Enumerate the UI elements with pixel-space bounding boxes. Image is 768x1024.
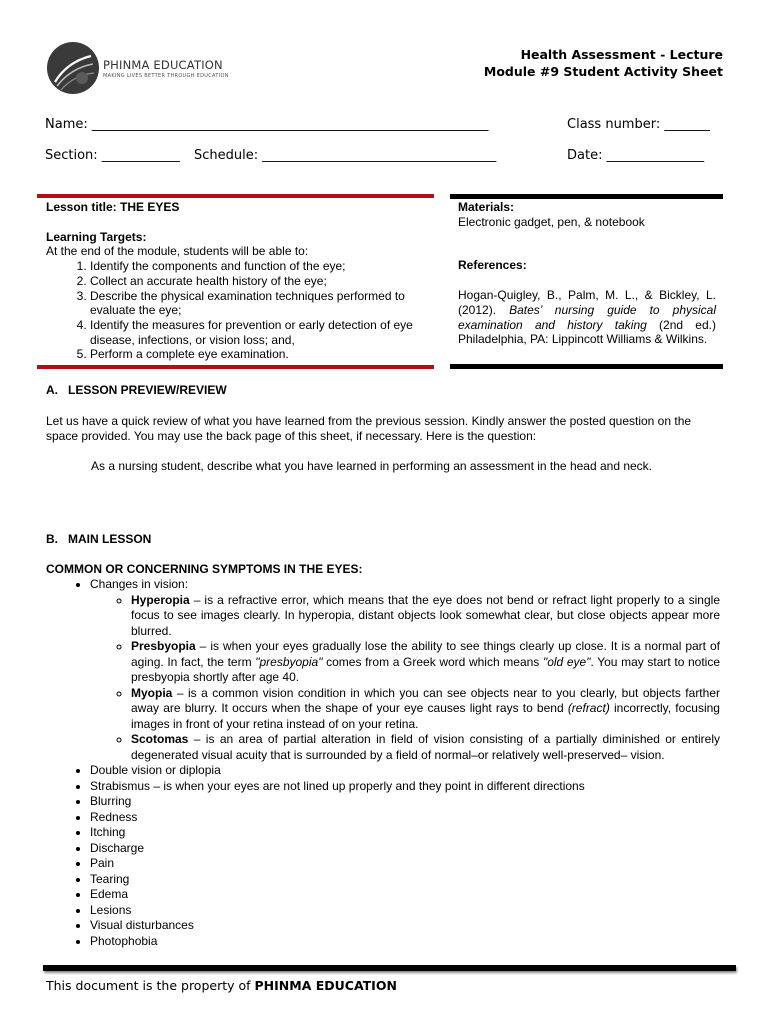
right-bottom-rule <box>450 364 723 369</box>
presbyopia-item <box>131 639 720 686</box>
materials-text: Electronic gadget, pen, & notebook <box>458 214 645 229</box>
review-question: As a nursing student, describe what you have learned in performing an assessment in the head and neck. <box>91 458 653 473</box>
list-item: • Blurring <box>90 794 720 810</box>
section-field: Section: ____________ <box>45 148 180 163</box>
list-item: • Double vision or diplopia <box>90 763 720 779</box>
right-top-rule <box>450 194 723 199</box>
list-item: • Strabismus – is when your eyes are not lined up properly and they point in different directions <box>90 779 720 795</box>
learning-targets-intro: At the end of the module, students will be able to: <box>46 244 309 259</box>
lesson-body <box>46 383 720 949</box>
left-top-rule <box>37 194 434 198</box>
target-item: 4. Identify the measures for prevention or early detection of eye disease, infections, or vision loss; and, <box>90 318 430 347</box>
section-a-letter: A. <box>46 383 58 397</box>
presbyopia-quote: "presbyopia" <box>255 654 323 669</box>
section-b-heading <box>46 532 720 548</box>
presbyopia-definition-end: . You may start to notice presbyopia shortly after age 40. <box>131 654 721 684</box>
learning-targets-heading: Learning Targets: <box>46 229 147 244</box>
reference-entry <box>458 288 716 347</box>
myopia-definition: – is a common vision condition in which you can see objects near to you clearly, but objects farther away are blurry. It occurs when the shape of your eye causes light rays to bend <box>131 685 720 715</box>
target-item: 3. Describe the physical examination techniques performed to evaluate the eye; <box>90 289 430 318</box>
learning-targets-list <box>46 259 430 362</box>
section-a-title: LESSON PREVIEW/REVIEW <box>68 383 227 397</box>
list-item: • Edema <box>90 887 720 903</box>
presbyopia-definition: – is when your eyes gradually lose the ability to see things clearly up close. It is a normal part of aging. In fact, the term <box>131 639 720 669</box>
materials-references <box>458 200 716 347</box>
logo-emblem <box>47 42 99 94</box>
list-item: • Discharge <box>90 841 720 857</box>
old-eye-quote: "old eye" <box>542 654 591 669</box>
target-item: 1. Identify the components and function of the eye; <box>90 259 430 274</box>
list-item: • Tearing <box>90 872 720 888</box>
logo-tagline: MAKING LIVES BETTER THROUGH EDUCATION <box>103 73 229 79</box>
list-item: • Visual disturbances <box>90 918 720 934</box>
presbyopia-term: Presbyopia <box>131 639 196 653</box>
hyperopia-definition: – is a refractive error, which means that the eye does not bend or refract light properly to a single focus to see images clearly. In hyperopia, distant objects look somewhat clear, but close objects appear more blurred. <box>131 592 720 638</box>
class-number-field: Class number: _______ <box>567 117 710 132</box>
list-item: • Redness <box>90 810 720 826</box>
presbyopia-definition-cont: comes from a Greek word which means <box>322 654 543 669</box>
section-b-letter: B. <box>46 532 58 546</box>
footer-owner: PHINMA EDUCATION <box>254 978 397 993</box>
refract-note: (refract) <box>567 701 610 715</box>
document-header <box>484 46 723 80</box>
list-item: • Itching <box>90 825 720 841</box>
target-item: 5. Perform a complete eye examination. <box>90 347 430 362</box>
footer-rule <box>43 965 736 971</box>
hyperopia-term: Hyperopia <box>131 592 190 607</box>
materials-heading: Materials: <box>458 200 515 214</box>
logo-name: PHINMA EDUCATION <box>103 58 223 72</box>
footer-text <box>46 978 397 993</box>
symptoms-list <box>46 577 720 949</box>
schedule-field: Schedule: ____________________________________ <box>194 148 497 163</box>
list-item <box>90 577 720 763</box>
scotomas-item <box>131 732 720 763</box>
footer-label: This document is the property of <box>46 978 255 993</box>
reference-publisher: (2nd ed.) Philadelphia, PA: Lippincott Williams & Wilkins. <box>458 317 716 347</box>
references-heading: References: <box>458 258 527 273</box>
section-a-heading <box>46 383 720 399</box>
section-a-intro: Let us have a quick review of what you have learned from the previous session. Kindly answer the posted question on the space provided. You may use the back page of this sheet, if necessary. Here is the question: <box>46 413 692 443</box>
module-title: Module #9 Student Activity Sheet <box>483 64 723 79</box>
symptoms-heading: COMMON OR CONCERNING SYMPTOMS IN THE EYES: <box>46 561 363 576</box>
reference-authors: Hogan-Quigley, B., Palm, M. L., & Bickley, L. (2012). <box>458 288 716 317</box>
vision-changes-sublist <box>90 593 720 764</box>
myopia-definition-end: incorrectly, focusing images in front of your retina instead of on your retina. <box>131 701 720 731</box>
reference-title: Bates’ nursing guide to physical examination and history taking <box>458 302 716 332</box>
scotomas-definition: – is an area of partial alteration in field of vision consisting of a partially diminished or entirely degenerated visual acuity that is surrounded by a field of normal–or relatively well-preserved– vision. <box>131 732 720 762</box>
lesson-info <box>46 200 430 362</box>
section-b-title: MAIN LESSON <box>68 532 152 546</box>
course-title: Health Assessment - Lecture <box>520 47 723 62</box>
list-item: • Lesions <box>90 903 720 919</box>
myopia-term: Myopia <box>131 685 173 700</box>
changes-in-vision-label: Changes in vision: <box>90 577 189 591</box>
list-item: • Photophobia <box>90 934 720 950</box>
hyperopia-item <box>131 593 720 640</box>
target-item: 2. Collect an accurate health history of the eye; <box>90 274 430 289</box>
phinma-logo <box>47 42 257 96</box>
date-field: Date: _______________ <box>567 148 705 163</box>
name-field: Name: _____________________________________________________________ <box>45 117 489 132</box>
lesson-title: Lesson title: THE EYES <box>46 200 180 214</box>
scotomas-term: Scotomas <box>131 732 189 746</box>
left-bottom-rule <box>37 365 434 369</box>
list-item: • Pain <box>90 856 720 872</box>
myopia-item <box>131 686 720 733</box>
